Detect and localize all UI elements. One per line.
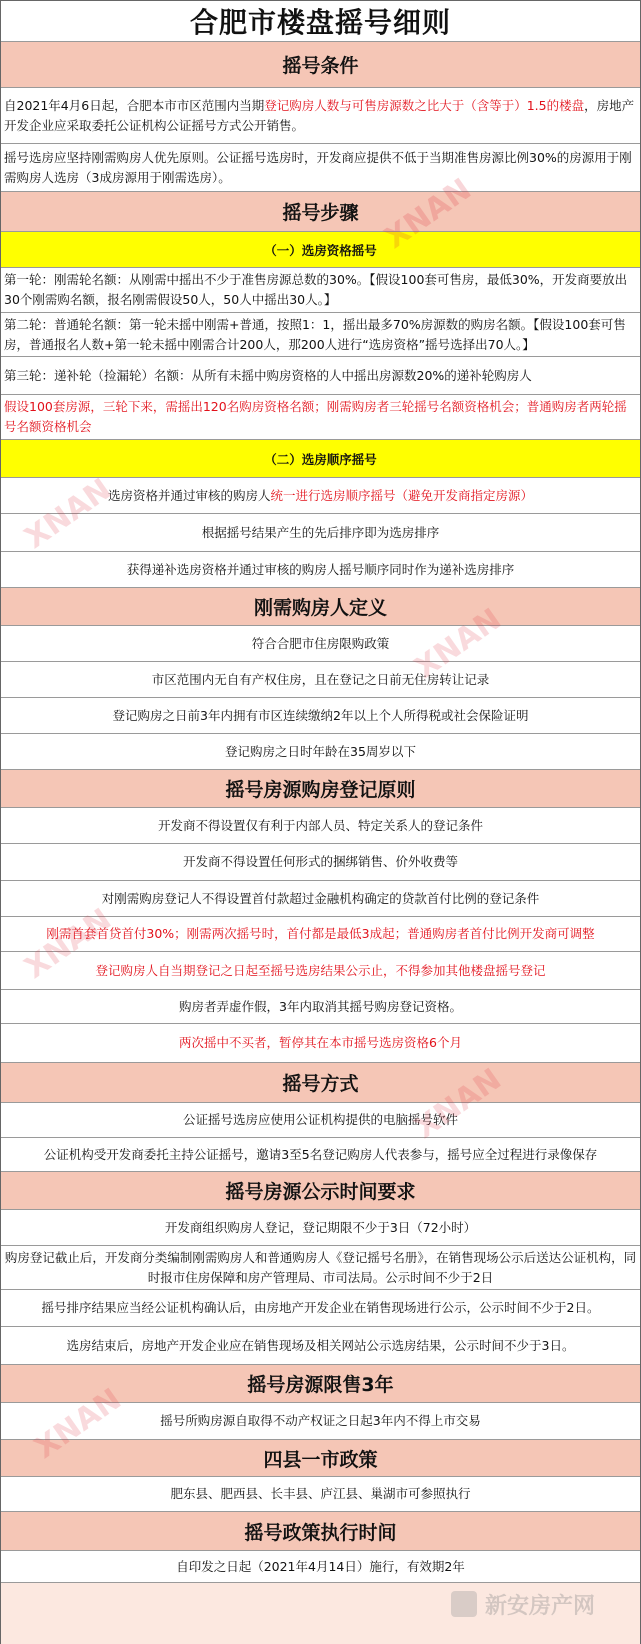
- rule-text: [42, 1298, 600, 1318]
- rule-text: [4, 397, 637, 437]
- rule-text: [225, 742, 416, 762]
- rule-row: [1, 734, 640, 770]
- section-title: 摇号步骤: [282, 202, 359, 224]
- rule-row: [1, 952, 640, 990]
- page-title: 合肥市楼盘摇号细则: [189, 6, 451, 39]
- text-segment: 选房结束后，房地产开发企业应在销售现场及相关网站公示选房结果，公示时间不少于3日。: [66, 1337, 575, 1353]
- text-segment: 根据摇号结果产生的先后排序即为选房排序: [201, 524, 440, 540]
- rule-row: [1, 1210, 640, 1246]
- section-header: [1, 42, 640, 88]
- section-title: 四县一市政策: [263, 1448, 378, 1471]
- rule-text: [202, 523, 440, 543]
- text-segment: 公证机构受开发商委托主持公证摇号，邀请3至5名登记购房人代表参与，摇号应全过程进行录像保存: [43, 1146, 598, 1162]
- rule-row: [1, 1477, 640, 1512]
- section-header: [1, 1512, 640, 1551]
- text-segment: 选房资格并通过审核的购房人: [107, 487, 271, 503]
- text-segment: 自印发之日起（2021年4月14日）施行，有效期2年: [176, 1558, 465, 1574]
- rule-text: [152, 670, 490, 690]
- rule-text: [252, 634, 390, 654]
- section-header: [1, 588, 640, 626]
- rule-text: [95, 961, 545, 981]
- section-title: 摇号条件: [282, 55, 359, 77]
- rule-row: [1, 144, 640, 192]
- subsection-header: [1, 440, 640, 478]
- text-segment: 登记购房之日时年龄在35周岁以下: [225, 743, 416, 759]
- section-header: [1, 1172, 640, 1210]
- highlight-text: 统一进行选房顺序摇号（避免开发商指定房源）: [270, 487, 534, 503]
- rule-text: [102, 889, 540, 909]
- rule-text: [179, 1033, 462, 1053]
- highlight-text: 登记购房人自当期登记之日起至摇号选房结果公示止，不得参加其他楼盘摇号登记: [95, 962, 546, 978]
- text-segment: 开发商不得设置仅有利于内部人员、特定关系人的登记条件: [157, 817, 483, 833]
- policy-rows: [1, 42, 640, 1583]
- rule-text: [127, 560, 515, 580]
- subsection-title: （一）选房资格摇号: [264, 242, 377, 258]
- rule-row: [1, 357, 640, 395]
- section-title: 摇号房源限售3年: [247, 1374, 394, 1396]
- text-segment: 获得递补选房资格并通过审核的购房人摇号顺序同时作为递补选房排序: [126, 561, 515, 577]
- rule-row: [1, 395, 640, 440]
- subsection-title: （二）选房顺序摇号: [264, 451, 377, 467]
- text-segment: 公证摇号选房应使用公证机构提供的电脑摇号软件: [182, 1112, 458, 1127]
- rule-row: [1, 662, 640, 698]
- rule-row: [1, 698, 640, 734]
- rule-text: [160, 1411, 480, 1431]
- text-segment: 肥东县、肥西县、长丰县、庐江县、巢湖市可参照执行: [170, 1486, 471, 1501]
- rule-row: [1, 1403, 640, 1440]
- section-header: [1, 192, 640, 232]
- rule-text: [165, 1218, 476, 1238]
- rule-row: [1, 881, 640, 917]
- highlight-text: 假设100套房源，三轮下来，需摇出120名购房资格名额；刚需购房者三轮摇号名额资格机会；普通购房者两轮摇号名额资格机会: [4, 399, 627, 434]
- text-segment: 符合合肥市住房限购政策: [251, 635, 390, 651]
- rule-text: [4, 366, 532, 386]
- rule-row: [1, 626, 640, 662]
- rule-text: [44, 1145, 597, 1165]
- text-segment: 购房登记截止后，开发商分类编制刚需购房人和普通购房人《登记摇号名册》，在销售现场公示后送达公证机构，同时报市住房保障和房产管理局、市司法局。公示时间不少于2日: [4, 1249, 637, 1285]
- text-segment: 第三轮：递补轮（捡漏轮）名额：从所有未摇中购房资格的人中摇出房源数20%的递补轮购房人: [4, 367, 532, 383]
- rule-text: [179, 997, 462, 1017]
- text-segment: 自2021年4月6日起，合肥本市市区范围内当期: [4, 97, 265, 113]
- rule-row: [1, 1327, 640, 1365]
- rule-text: [158, 816, 483, 836]
- text-segment: 购房者弄虚作假，3年内取消其摇号购房登记资格。: [179, 998, 462, 1014]
- rule-row: [1, 268, 640, 313]
- rule-row: [1, 1024, 640, 1063]
- section-title: 摇号房源购房登记原则: [225, 779, 416, 801]
- rule-row: [1, 917, 640, 952]
- text-segment: 摇号排序结果应当经公证机构确认后，由房地产开发企业在销售现场进行公示，公示时间不少于2日。: [41, 1300, 600, 1315]
- text-segment: 对刚需购房登记人不得设置首付款超过金融机构确定的贷款首付比例的登记条件: [101, 890, 540, 906]
- text-segment: 摇号所购房源自取得不动产权证之日起3年内不得上市交易: [160, 1413, 481, 1428]
- rule-row: [1, 1246, 640, 1290]
- rule-row: [1, 844, 640, 881]
- section-header: [1, 770, 640, 808]
- section-header: [1, 1440, 640, 1477]
- text-segment: 开发商不得设置任何形式的捆绑销售、价外收费等: [182, 854, 458, 869]
- rule-text: [4, 315, 637, 355]
- rule-text: [67, 1336, 575, 1356]
- section-title: 摇号政策执行时间: [244, 1521, 397, 1544]
- rule-row: [1, 313, 640, 357]
- rule-row: [1, 552, 640, 588]
- subsection-header: [1, 232, 640, 268]
- rule-row: [1, 1551, 640, 1583]
- highlight-text: 两次摇中不买者，暂停其在本市摇号选房资格6个月: [179, 1035, 462, 1050]
- section-title: 刚需购房人定义: [253, 597, 387, 619]
- rule-text: [176, 1557, 465, 1577]
- highlight-text: 登记购房人数与可售房源数之比大于（含等于）1.5的楼盘: [264, 97, 585, 113]
- rule-text: [4, 270, 637, 310]
- brand-watermark-text: 新安房产网: [485, 1594, 596, 1619]
- rule-text: [113, 706, 529, 726]
- rule-row: [1, 514, 640, 552]
- section-header: [1, 1063, 640, 1103]
- text-segment: 市区范围内无自有产权住房，且在登记之日前无住房转让记录: [151, 671, 490, 687]
- text-segment: ，房地产开发企业应采取委托公证机构公证摇号方式公开销售。: [4, 97, 635, 133]
- rule-row: [1, 1103, 640, 1138]
- rule-row: [1, 1290, 640, 1327]
- rule-row: [1, 990, 640, 1024]
- text-segment: 开发商组织购房人登记，登记期限不少于3日（72小时）: [164, 1219, 477, 1235]
- text-segment: 摇号选房应坚持刚需购房人优先原则。公证摇号选房时，开发商应提供不低于当期准售房源比例30%的房源用于刚需购房人选房（3成房源用于刚需选房）。: [4, 149, 632, 185]
- text-segment: 第一轮：刚需轮名额：从刚需中摇出不少于准售房源总数的30%。【假设100套可售房，最低30%，开发商要放出30个刚需购名额，报名刚需假设50人，50人中摇出30人。】: [4, 272, 628, 307]
- section-title: 摇号房源公示时间要求: [225, 1181, 416, 1203]
- rule-text: [108, 486, 533, 506]
- rule-row: [1, 808, 640, 844]
- rule-row: [1, 88, 640, 144]
- rule-text: [4, 1248, 637, 1288]
- rule-text: [4, 96, 637, 136]
- text-segment: 登记购房之日前3年内拥有市区连续缴纳2年以上个人所得税或社会保险证明: [112, 707, 529, 723]
- rule-text: [183, 852, 458, 872]
- section-header: [1, 1365, 640, 1403]
- highlight-text: 刚需首套首贷首付30%；刚需两次摇号时，首付都是最低3成起；普通购房者首付比例开发商可调整: [46, 926, 595, 941]
- rule-text: [170, 1484, 470, 1504]
- rule-text: [183, 1110, 458, 1130]
- section-title: 摇号方式: [282, 1073, 359, 1095]
- text-segment: 第二轮：普通轮名额：第一轮未摇中刚需+普通，按照1：1，摇出最多70%房源数的购房名额。【假设100套可售房，普通报名人数+第一轮未摇中刚需合计200人，那200人进行“选房资格”摇号选择出70人。】: [4, 316, 626, 352]
- brand-watermark: [449, 1586, 639, 1622]
- rule-text: [46, 924, 594, 944]
- title-row: [1, 0, 640, 42]
- rule-row: [1, 1138, 640, 1172]
- rule-row: [1, 478, 640, 514]
- rule-text: [4, 148, 637, 188]
